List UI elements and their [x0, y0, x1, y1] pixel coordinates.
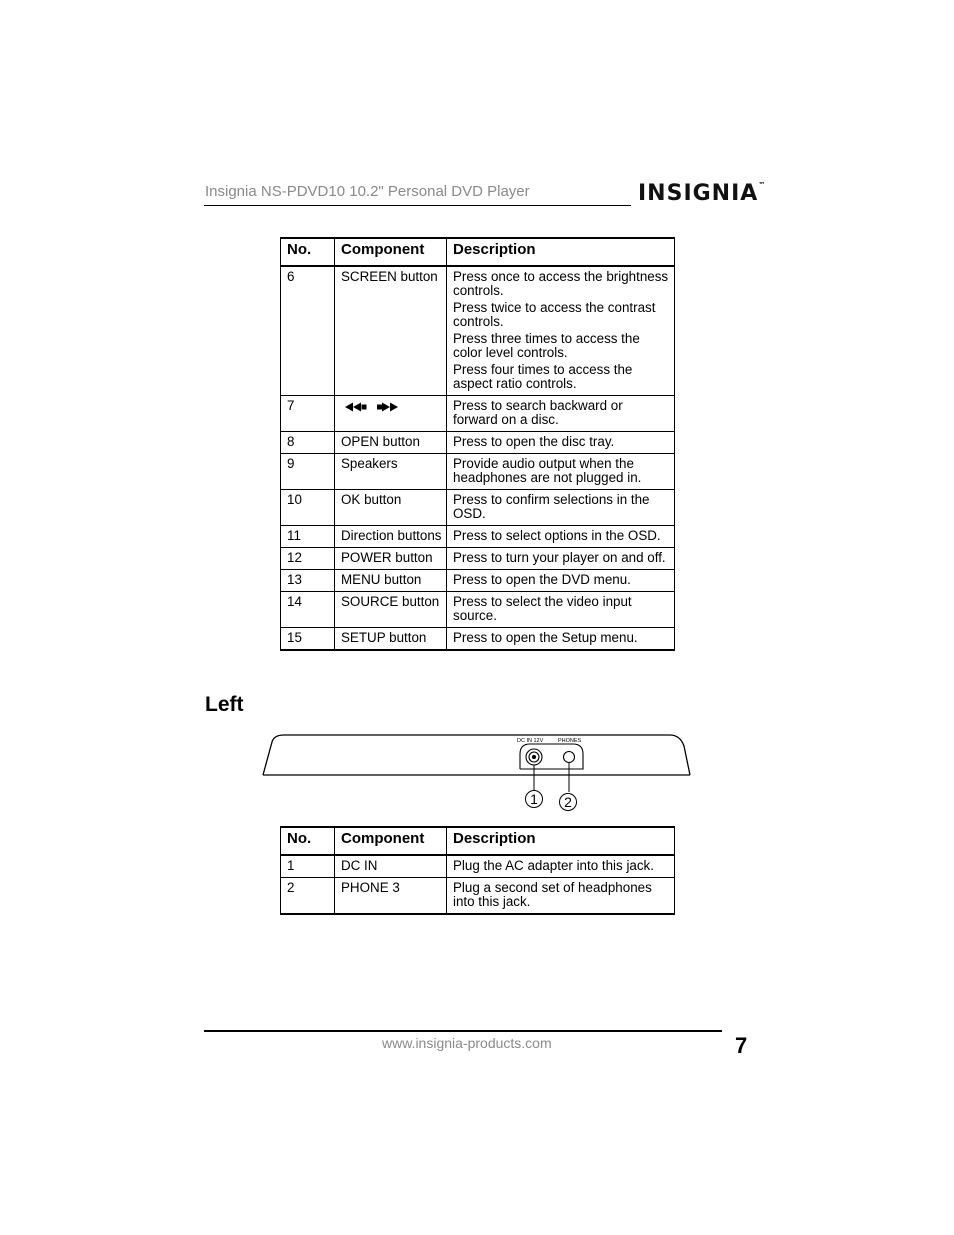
- header-rule: [204, 205, 631, 206]
- callout-2: [560, 794, 577, 811]
- cell-component: Speakers: [335, 454, 447, 490]
- cell-no: 6: [281, 266, 335, 396]
- cell-no: 7: [281, 396, 335, 432]
- table-row: [281, 454, 675, 490]
- description-line: Press twice to access the contrast controls.: [453, 300, 656, 329]
- rewind-icon: [345, 403, 367, 412]
- description-line: Press three times to access the color level controls.: [453, 331, 640, 360]
- cell-component: POWER button: [335, 548, 447, 570]
- left-side-diagram: [260, 732, 692, 816]
- cell-description: Press to select options in the OSD.: [447, 526, 675, 548]
- jack-label-dc-in: DC IN 12V: [517, 738, 544, 744]
- cell-component: PHONE 3: [335, 878, 447, 915]
- cell-no: 11: [281, 526, 335, 548]
- logo-trademark: ™: [758, 181, 766, 189]
- callout-1: [526, 791, 543, 808]
- table-header-row: [281, 238, 675, 266]
- cell-no: 9: [281, 454, 335, 490]
- rewind-fastforward-icons: [341, 400, 403, 414]
- section-heading-left: Left: [205, 693, 244, 716]
- cell-no: 1: [281, 855, 335, 878]
- cell-no: 8: [281, 432, 335, 454]
- column-header-component: Component: [335, 238, 447, 266]
- cell-no: 12: [281, 548, 335, 570]
- fast-forward-icon: [377, 403, 398, 412]
- callout-2-label: 2: [564, 794, 572, 810]
- insignia-logo: [638, 181, 765, 206]
- callout-1-label: 1: [530, 791, 538, 807]
- footer-rule: [204, 1030, 722, 1032]
- cell-component: OK button: [335, 490, 447, 526]
- cell-component: DC IN: [335, 855, 447, 878]
- column-header-no: No.: [281, 827, 335, 855]
- cell-component: [335, 396, 447, 432]
- cell-description: Press to turn your player on and off.: [447, 548, 675, 570]
- table-header-row: [281, 827, 675, 855]
- cell-description: Press to open the DVD menu.: [447, 570, 675, 592]
- dc-in-jack-icon: [526, 749, 542, 765]
- cell-component: Direction buttons: [335, 526, 447, 548]
- document-title: Insignia NS-PDVD10 10.2" Personal DVD Player: [205, 183, 530, 200]
- cell-component: SCREEN button: [335, 266, 447, 396]
- cell-description: [447, 266, 675, 396]
- logo-text: INSIGNIA: [638, 181, 759, 206]
- cell-description: Press to open the disc tray.: [447, 432, 675, 454]
- cell-no: 15: [281, 628, 335, 651]
- cell-component: OPEN button: [335, 432, 447, 454]
- cell-no: 13: [281, 570, 335, 592]
- table-row: [281, 570, 675, 592]
- cell-component: SETUP button: [335, 628, 447, 651]
- table-row: [281, 396, 675, 432]
- cell-description: Press to search backward or forward on a disc.: [447, 396, 675, 432]
- cell-description: Plug the AC adapter into this jack.: [447, 855, 675, 878]
- cell-description: Plug a second set of headphones into this jack.: [447, 878, 675, 915]
- table-row: [281, 432, 675, 454]
- cell-component: SOURCE button: [335, 592, 447, 628]
- phone-jack-icon: [564, 752, 575, 763]
- column-header-description: Description: [447, 827, 675, 855]
- cell-description: Press to confirm selections in the OSD.: [447, 490, 675, 526]
- cell-no: 10: [281, 490, 335, 526]
- cell-no: 14: [281, 592, 335, 628]
- column-header-no: No.: [281, 238, 335, 266]
- table-row: [281, 526, 675, 548]
- table-row: [281, 628, 675, 651]
- footer-url: www.insignia-products.com: [382, 1035, 552, 1051]
- cell-description: Press to select the video input source.: [447, 592, 675, 628]
- table-row: [281, 855, 675, 878]
- description-line: Press once to access the brightness controls.: [453, 269, 669, 298]
- jack-label-phones: PHONES: [558, 738, 582, 744]
- cell-component: MENU button: [335, 570, 447, 592]
- page-number: 7: [735, 1033, 748, 1058]
- table-row: [281, 878, 675, 915]
- column-header-description: Description: [447, 238, 675, 266]
- table-row: [281, 490, 675, 526]
- cell-description: Press to open the Setup menu.: [447, 628, 675, 651]
- front-components-table: [280, 237, 675, 651]
- left-components-table: [280, 826, 675, 915]
- description-line: Press four times to access the aspect ratio controls.: [453, 362, 633, 391]
- cell-no: 2: [281, 878, 335, 915]
- table-row: [281, 266, 675, 396]
- column-header-component: Component: [335, 827, 447, 855]
- table-row: [281, 548, 675, 570]
- table-row: [281, 592, 675, 628]
- cell-description: Provide audio output when the headphones are not plugged in.: [447, 454, 675, 490]
